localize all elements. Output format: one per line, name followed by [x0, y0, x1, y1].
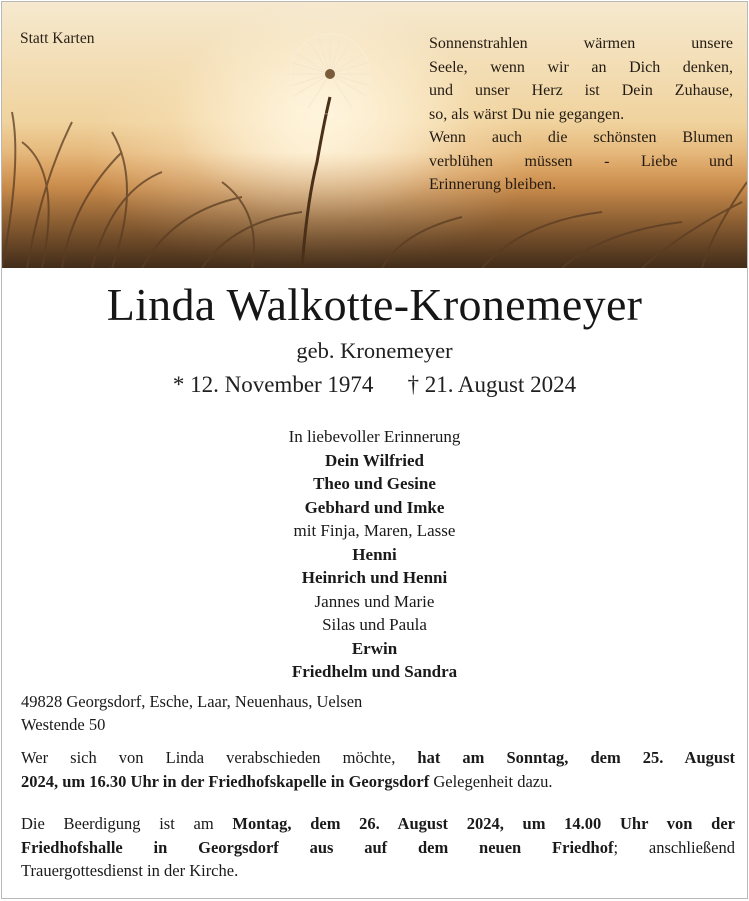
mourner: mit Finja, Maren, Lasse — [293, 521, 456, 540]
dandelion-sunset-image — [2, 2, 747, 268]
life-dates — [2, 372, 747, 398]
poem-line: Seele, wenn wir an Dich denken, — [429, 58, 733, 76]
funeral-text: ; anschließend — [613, 837, 735, 857]
deceased-name: Linda Walkotte-Kronemeyer — [106, 279, 643, 330]
mourner: Silas und Paula — [322, 615, 427, 634]
poem-line: verblühen müssen - Liebe und — [429, 152, 733, 170]
farewell-text-bold: hat am Sonntag, dem 25. August — [417, 748, 735, 767]
poem-line: Wenn auch die schönsten Blumen — [429, 129, 733, 146]
farewell-text: Wer sich von Linda verabschieden möchte, — [21, 748, 418, 767]
death-date: † 21. August 2024 — [407, 372, 577, 397]
farewell-line — [21, 770, 735, 794]
mourner: Heinrich und Henni — [301, 568, 448, 587]
funeral-notice — [21, 812, 735, 883]
funeral-text-bold: Friedhofshalle in Georgsdorf aus auf dem neuen Friedhof — [21, 837, 614, 857]
mourner: Dein Wilfried — [324, 450, 424, 470]
funeral-line — [21, 859, 735, 883]
farewell-text-bold: 2024, um 16.30 Uhr in der Friedhofskapelle in Georgsdorf — [21, 771, 430, 791]
funeral-text: Die Beerdigung ist am — [21, 814, 233, 833]
funeral-line — [21, 836, 735, 860]
farewell-notice — [21, 746, 735, 793]
poem-line: Sonnenstrahlen wärmen unsere — [429, 35, 733, 52]
statt-karten-label: Statt Karten — [20, 30, 95, 47]
address-line: 49828 Georgsdorf, Esche, Laar, Neuenhaus, Uelsen — [21, 692, 363, 711]
address-line: Westende 50 — [21, 715, 106, 734]
funeral-text: Trauergottesdienst in der Kirche. — [21, 861, 239, 880]
mourner: Henni — [352, 544, 397, 564]
mourner: Friedhelm und Sandra — [291, 662, 458, 681]
mourner: Jannes und Marie — [314, 591, 435, 611]
farewell-line — [21, 746, 735, 770]
poem-line: Erinnerung bleiben. — [429, 176, 557, 193]
mourner: Erwin — [351, 638, 398, 658]
mourners-list — [2, 425, 747, 684]
poem — [429, 32, 733, 197]
mourners-intro: In liebevoller Erinnerung — [288, 427, 461, 446]
address — [21, 690, 362, 736]
funeral-line — [21, 812, 735, 836]
poem-line: und unser Herz ist Dein Zuhause, — [429, 82, 733, 99]
funeral-text-bold: Montag, dem 26. August 2024, um 14.00 Uhr von der — [232, 814, 735, 833]
birth-date: * 12. November 1974 — [172, 372, 374, 397]
mourner: Gebhard und Imke — [304, 497, 445, 517]
farewell-text: Gelegenheit dazu. — [429, 771, 553, 791]
birth-name: geb. Kronemeyer — [296, 338, 453, 363]
mourner: Theo und Gesine — [313, 474, 436, 493]
poem-line: so, als wärst Du nie gegangen. — [429, 105, 625, 123]
obituary-card — [1, 1, 748, 899]
